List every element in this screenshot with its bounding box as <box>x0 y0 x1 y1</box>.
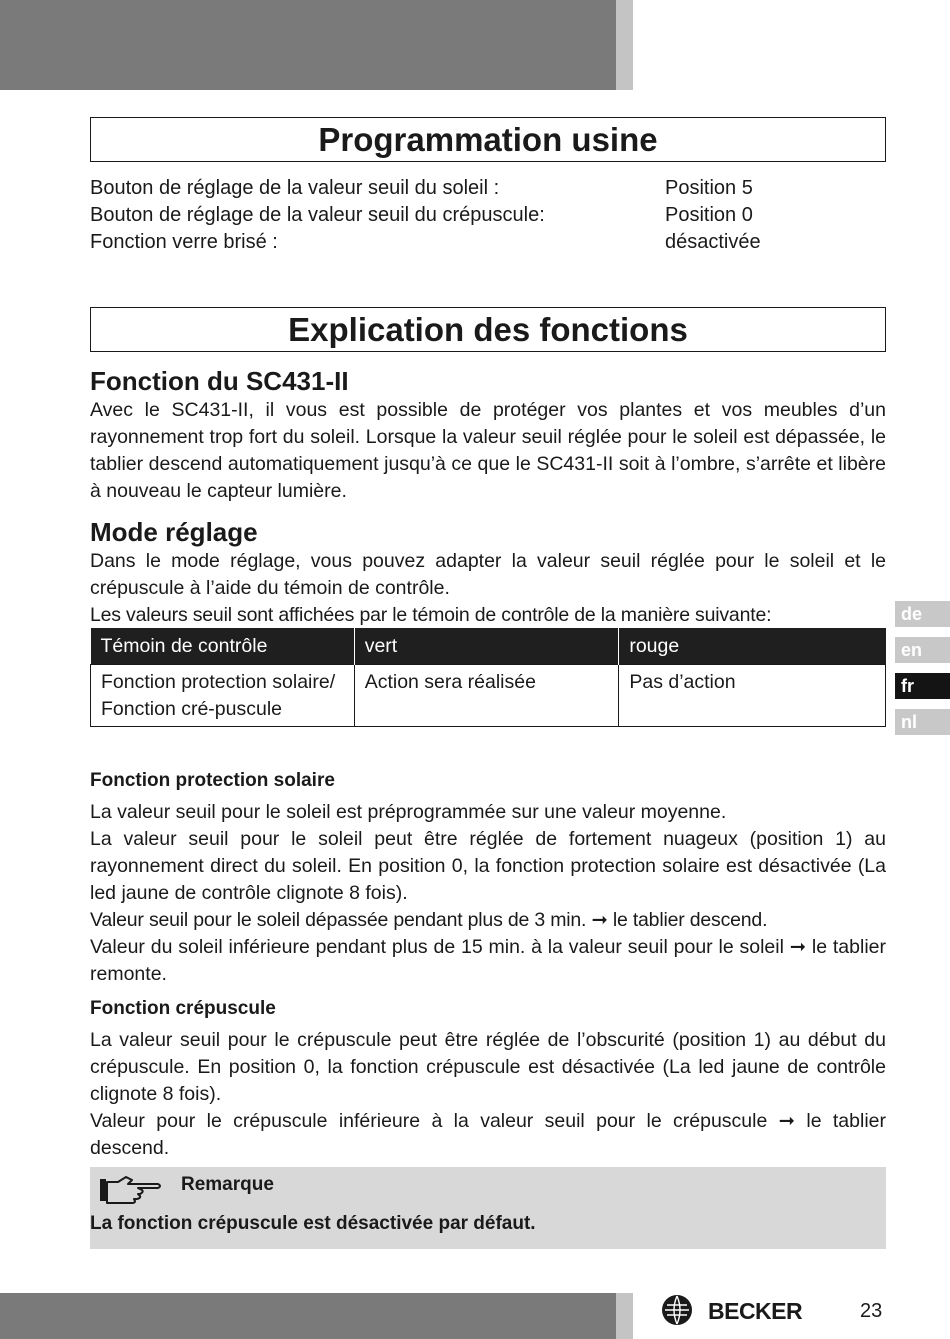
language-tab-fr[interactable]: fr <box>895 673 950 699</box>
sc431-description <box>90 397 886 505</box>
note-text: La fonction crépuscule est désactivée par défaut. <box>90 1213 536 1234</box>
mode-text-2: Les valeurs seuil sont affichées par le témoin de contrôle de la manière suivante: <box>90 604 772 626</box>
mode-heading: Mode réglage <box>90 517 258 547</box>
header-bar-edge <box>616 0 633 90</box>
sun-text-3 <box>90 907 886 934</box>
sun-text-4 <box>90 934 886 988</box>
dusk-heading: Fonction crépuscule <box>90 998 276 1019</box>
sun-text-1: La valeur seuil pour le soleil est préprogrammée sur une valeur moyenne. <box>90 801 727 823</box>
table-header-row <box>91 628 886 665</box>
mode-description <box>90 548 886 629</box>
setting-value: désactivée <box>665 231 761 253</box>
note-title: Remarque <box>181 1174 274 1195</box>
sun-text-2: La valeur seuil pour le soleil peut être réglée de fortement nuageux (position 1) au rayonnement direct du soleil. En position 0, la fonction protection solaire est désactivée (La led jaune de contrôle clignote 8 fois). <box>90 828 886 904</box>
sun-protection-description <box>90 799 886 988</box>
brand-name: BECKER <box>708 1298 803 1324</box>
settings-row <box>90 202 886 229</box>
dusk-text-1: La valeur seuil pour le crépuscule peut être réglée de l’obscurité (position 1) au début du crépuscule. En position 0, la fonction crépuscule est désactivée (La led jaune de contrôle clignote 8 fois). <box>90 1029 886 1105</box>
arrow-right-icon: ➞ <box>778 1110 796 1132</box>
sun-text-3b: le tablier descend. <box>607 909 768 931</box>
arrow-right-icon: ➞ <box>789 936 807 958</box>
note-box <box>90 1167 886 1249</box>
language-tab-de[interactable]: de <box>895 601 950 627</box>
sc431-heading: Fonction du SC431-II <box>90 366 349 396</box>
sun-text-3a: Valeur seuil pour le soleil dépassée pendant plus de 3 min. <box>90 909 592 931</box>
language-tab-nl[interactable]: nl <box>895 709 950 735</box>
footer-bar <box>0 1293 616 1339</box>
becker-logo-icon <box>661 1294 693 1326</box>
footer-bar-edge <box>616 1293 633 1339</box>
table-header: Témoin de contrôle <box>91 628 355 665</box>
sc431-text: Avec le SC431-II, il vous est possible de protéger vos plantes et vos meubles d’un rayonnement trop fort du soleil. Lorsque la valeur seuil réglée pour le soleil est dépassée, le tablier descend automatiquement jusqu’à ce que le SC431-II soit à l’ombre, s’arrête et libère à nouveau le capteur lumière. <box>90 399 886 502</box>
mode-text-1: Dans le mode réglage, vous pouvez adapter la valeur seuil réglée pour le soleil et le crépuscule à l’aide du témoin de contrôle. <box>90 550 886 599</box>
dusk-text-2 <box>90 1108 886 1162</box>
header-bar <box>0 0 616 90</box>
settings-row <box>90 175 886 202</box>
language-tabs <box>895 601 950 745</box>
factory-settings-title: Programmation usine <box>90 117 886 162</box>
functions-title: Explication des fonctions <box>90 307 886 352</box>
indicator-table <box>90 628 886 727</box>
setting-value: Position 0 <box>665 204 753 226</box>
sun-text-4a: Valeur du soleil inférieure pendant plus de 15 min. à la valeur seuil pour le soleil <box>90 936 790 958</box>
dusk-text-2b: le tablier descend. <box>90 1110 887 1159</box>
settings-row <box>90 229 886 256</box>
pointing-hand-icon <box>98 1173 164 1207</box>
setting-label: Bouton de réglage de la valeur seuil du soleil : <box>90 177 500 199</box>
language-tab-en[interactable]: en <box>895 637 950 663</box>
table-header: rouge <box>619 628 886 665</box>
sun-text-4b: le tablier remonte. <box>90 936 886 985</box>
table-cell: Action sera réalisée <box>354 665 619 727</box>
dusk-text-2a: Valeur pour le crépuscule inférieure à la valeur seuil pour le crépuscule <box>90 1110 779 1132</box>
table-cell: Fonction protection solaire/ Fonction cré-puscule <box>91 665 355 727</box>
table-header: vert <box>354 628 619 665</box>
table-row <box>91 665 886 727</box>
setting-label: Bouton de réglage de la valeur seuil du crépuscule: <box>90 204 545 226</box>
setting-label: Fonction verre brisé : <box>90 231 278 253</box>
table-cell: Pas d’action <box>619 665 886 727</box>
setting-value: Position 5 <box>665 177 753 199</box>
factory-settings-list <box>90 175 886 256</box>
dusk-description <box>90 1027 886 1162</box>
arrow-right-icon: ➞ <box>591 909 608 931</box>
page-number: 23 <box>860 1300 883 1322</box>
sun-protection-heading: Fonction protection solaire <box>90 770 335 791</box>
